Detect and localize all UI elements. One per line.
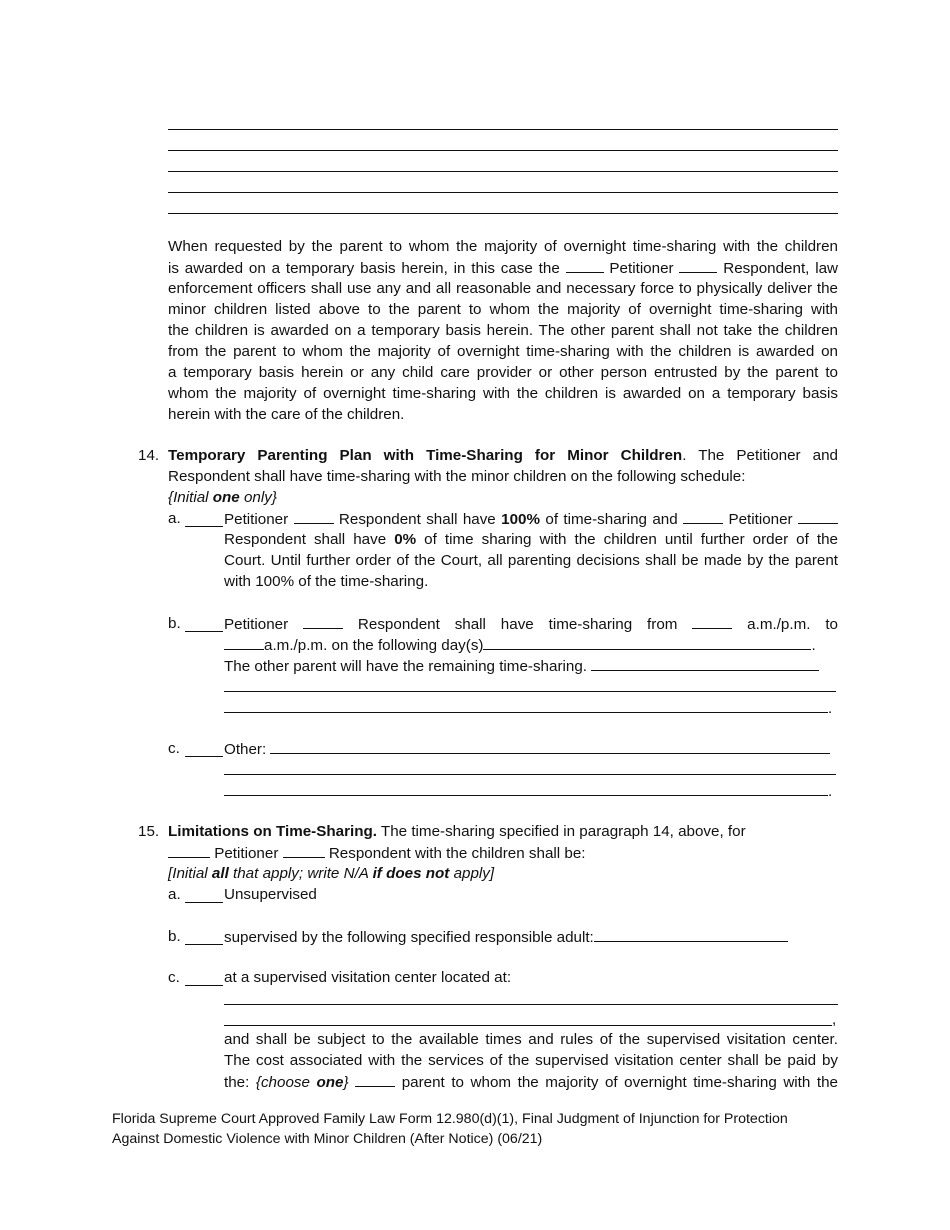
visitation-center-address-line[interactable] xyxy=(224,1004,838,1005)
text: . xyxy=(811,637,816,654)
item-letter: a. xyxy=(168,886,181,903)
initial-blank-15b[interactable] xyxy=(185,930,223,945)
payer-blank[interactable] xyxy=(355,1072,395,1087)
initial-blank-15c[interactable] xyxy=(185,971,223,986)
responsible-adult-blank[interactable] xyxy=(594,927,788,942)
initial-blank-14a[interactable] xyxy=(185,512,223,527)
instruction: that apply; write N/A xyxy=(228,865,373,882)
respondent-blank[interactable] xyxy=(798,509,838,524)
text: Petitioner xyxy=(723,511,798,528)
item-letter: a. xyxy=(168,510,181,527)
remaining-timesharing-blank[interactable] xyxy=(591,656,819,671)
instruction: {Initial xyxy=(168,489,213,506)
text: Petitioner xyxy=(224,511,294,528)
instruction: {choose xyxy=(255,1074,317,1091)
instruction: all xyxy=(211,865,229,882)
instruction: if does not xyxy=(372,865,450,882)
instruction: only} xyxy=(239,489,277,506)
text: Unsupervised xyxy=(224,886,317,903)
text: minor children listed above to the parent to whom the majority of overnight time-sharing with xyxy=(168,301,838,318)
respondent-checkbox-blank[interactable] xyxy=(679,258,717,273)
text: a temporary basis herein or any child care provider or other person entrusted by the parent to xyxy=(168,364,838,381)
text: The time-sharing specified in paragraph 14, above, for xyxy=(376,823,746,840)
initial-blank-14c[interactable] xyxy=(185,742,223,757)
section-number: 14. xyxy=(138,447,160,464)
text: When requested by the parent to whom the majority of overnight time-sharing with the children xyxy=(168,238,838,255)
text: Court. Until further order of the Court, all parenting decisions shall be made by the parent xyxy=(224,552,838,569)
blank-line[interactable] xyxy=(224,698,828,713)
respondent-blank[interactable] xyxy=(294,509,334,524)
text: a.m./p.m. to xyxy=(732,616,838,633)
text: of time-sharing and xyxy=(540,511,684,528)
page-footer xyxy=(112,1110,788,1149)
blank-line[interactable] xyxy=(224,781,828,796)
text: parent to whom the majority of overnight time-sharing with the xyxy=(395,1074,838,1091)
text: 0% xyxy=(394,531,417,548)
initial-blank-15a[interactable] xyxy=(185,888,223,903)
section-number: 15. xyxy=(138,823,160,840)
blank-rule[interactable] xyxy=(168,129,838,130)
text: Respondent shall have xyxy=(224,531,395,548)
text: Respondent, law xyxy=(717,260,838,277)
text: a.m./p.m. on the following day(s) xyxy=(264,637,484,654)
initial-blank-14b[interactable] xyxy=(185,617,223,632)
text: Respondent shall have time-sharing from xyxy=(343,616,693,633)
blank-rule[interactable] xyxy=(168,150,838,151)
respondent-blank[interactable] xyxy=(303,614,343,629)
text: . xyxy=(828,700,833,717)
text: whom the majority of overnight time-sharing with the children is awarded on a temporary basis xyxy=(168,385,838,402)
item-letter: b. xyxy=(168,928,181,945)
text: Respondent with the children shall be: xyxy=(324,845,586,862)
blank-rule[interactable] xyxy=(168,213,838,214)
text: . xyxy=(828,783,833,800)
blank-rule[interactable] xyxy=(168,171,838,172)
text: and shall be subject to the available times and rules of the supervised visitation center. xyxy=(224,1031,838,1048)
text: Petitioner xyxy=(210,845,283,862)
item-letter: c. xyxy=(168,969,180,986)
text: , xyxy=(832,1011,837,1028)
text: Respondent shall have time-sharing with the minor children on the following schedule: xyxy=(168,468,746,485)
text: the: xyxy=(224,1074,256,1091)
text: herein with the care of the children. xyxy=(168,406,405,423)
text: from the parent to whom the majority of overnight time-sharing with the children is awarded on xyxy=(168,343,838,360)
respondent-blank[interactable] xyxy=(283,843,325,858)
item-letter: c. xyxy=(168,740,180,757)
section-heading: Temporary Parenting Plan with Time-Sharing for Minor Children xyxy=(168,447,683,464)
text: the children is awarded on a temporary basis herein. The other parent shall not take the children xyxy=(168,322,838,339)
end-time-blank[interactable] xyxy=(224,635,264,650)
item-letter: b. xyxy=(168,615,181,632)
petitioner-blank[interactable] xyxy=(683,509,723,524)
text: is awarded on a temporary basis herein, in this case the xyxy=(168,260,566,277)
text: . The Petitioner and xyxy=(682,447,838,464)
instruction: apply] xyxy=(449,865,495,882)
text: The cost associated with the services of the supervised visitation center shall be paid by xyxy=(224,1052,838,1069)
text: at a supervised visitation center located at: xyxy=(224,969,512,986)
text: Petitioner xyxy=(224,616,304,633)
footer-line: Against Domestic Violence with Minor Children (After Notice) (06/21) xyxy=(112,1130,543,1147)
days-blank[interactable] xyxy=(483,635,811,650)
footer-line: Florida Supreme Court Approved Family Law Form 12.980(d)(1), Final Judgment of Injunction for Protection xyxy=(112,1111,788,1127)
petitioner-blank[interactable] xyxy=(168,843,210,858)
text: with 100% of the time-sharing. xyxy=(224,573,429,590)
blank-rule[interactable] xyxy=(168,192,838,193)
start-time-blank[interactable] xyxy=(692,614,732,629)
section-heading: Limitations on Time-Sharing. xyxy=(168,823,377,840)
text: Respondent shall have xyxy=(333,511,502,528)
text: 100% xyxy=(501,511,540,528)
instruction: [Initial xyxy=(168,865,212,882)
text: The other parent will have the remaining time-sharing. xyxy=(224,658,592,675)
text: supervised by the following specified responsible adult: xyxy=(224,929,594,946)
visitation-center-address-line[interactable] xyxy=(224,1025,832,1026)
instruction: } xyxy=(343,1074,349,1091)
instruction: one xyxy=(212,489,240,506)
instruction: one xyxy=(316,1074,344,1091)
blank-line[interactable] xyxy=(224,760,836,775)
text: enforcement officers shall use any and all reasonable and necessary force to physically deliver the xyxy=(168,280,838,297)
petitioner-checkbox-blank[interactable] xyxy=(566,258,604,273)
text: of time sharing with the children until further order of the xyxy=(416,531,838,548)
other-blank[interactable] xyxy=(270,739,830,754)
text: Petitioner xyxy=(603,260,680,277)
text: Other: xyxy=(224,741,271,758)
blank-line[interactable] xyxy=(224,677,836,692)
